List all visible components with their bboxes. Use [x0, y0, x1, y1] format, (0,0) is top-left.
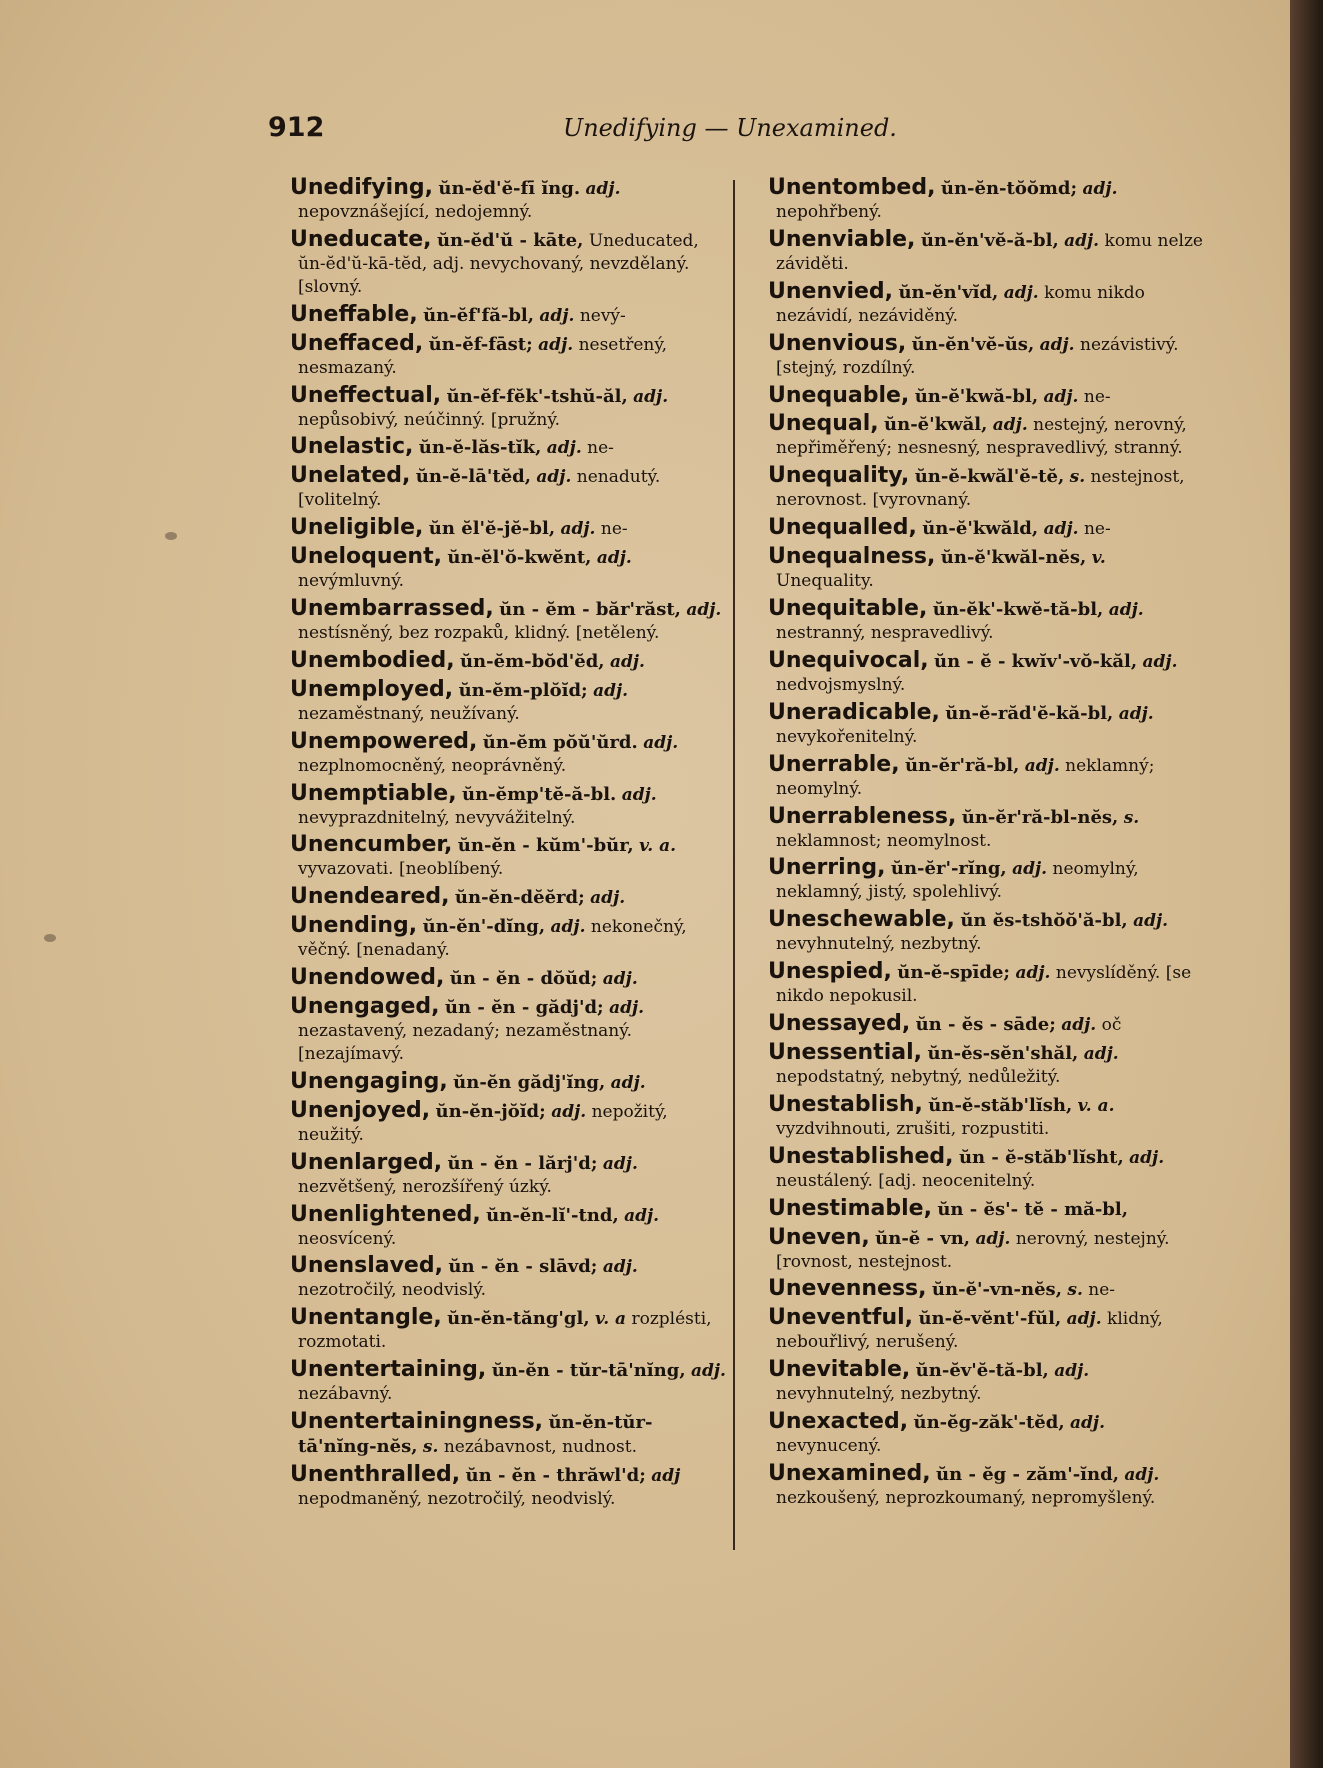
pronunciation: ŭn - ĕn - thrăwl'd;	[465, 1465, 646, 1487]
part-of-speech: adj.	[1043, 519, 1079, 540]
definition: Uneducated, ŭn-ĕd'ŭ-kā-tĕd, adj. nevychovaný, nevzdělaný. [slovný.	[298, 230, 699, 297]
headword: Unenlarged,	[290, 1149, 443, 1175]
dictionary-entry	[262, 545, 729, 593]
headword: Uneligible,	[290, 515, 424, 541]
part-of-speech: adj.	[624, 1205, 660, 1226]
pronunciation: ŭn-ĕg-zăk'-tĕd,	[913, 1412, 1065, 1434]
part-of-speech: adj.	[1133, 911, 1169, 932]
pronunciation: ŭn-ĕ-lā'tĕd,	[415, 466, 531, 488]
headword: Unestimable,	[768, 1195, 932, 1221]
definition: nepožitý, neužitý.	[298, 1101, 668, 1145]
part-of-speech: s.	[422, 1437, 439, 1458]
headword: Uneducate,	[290, 226, 432, 252]
definition: nezastavený, nezadaný; nezaměstnaný. [nezajímavý.	[298, 1021, 632, 1065]
headword: Unessential,	[768, 1040, 923, 1066]
definition: komu nelze záviděti.	[776, 230, 1203, 274]
headword: Uneffable,	[290, 301, 418, 327]
dictionary-entry	[740, 1197, 1208, 1222]
headword: Unequalness,	[768, 544, 936, 570]
headword: Unenthralled,	[290, 1462, 461, 1488]
definition: neustálený. [adj. neocenitelný.	[776, 1170, 1036, 1191]
right-column	[740, 176, 1208, 1514]
part-of-speech: s.	[1067, 1280, 1083, 1301]
definition: neklamnost; neomylnost.	[776, 830, 992, 851]
dictionary-entry	[740, 1041, 1208, 1089]
definition: nevyhnutelný, nezbytný.	[776, 1384, 982, 1405]
headword: Uneventful,	[768, 1305, 914, 1331]
pronunciation: ŭn-ĕn'vĕ-ŭs,	[911, 333, 1035, 355]
dictionary-entry	[740, 228, 1208, 276]
headword: Unespied,	[768, 959, 892, 985]
part-of-speech: adj.	[610, 1072, 646, 1093]
pronunciation: ŭn - ĕn - lărj'd;	[447, 1152, 598, 1174]
headword: Unenvious,	[768, 330, 907, 356]
pronunciation: ŭn-ĕf'fă-bl,	[423, 304, 535, 326]
part-of-speech: adj	[651, 1466, 681, 1487]
definition: nekonečný, věčný. [nenadaný.	[298, 917, 687, 961]
headword: Unelated,	[290, 463, 411, 489]
dictionary-entry	[262, 1070, 729, 1095]
dictionary-entry	[740, 1410, 1208, 1458]
headword: Unestablished,	[768, 1143, 954, 1169]
pronunciation: ŭn - ĕg - zăm'-ĭnd,	[936, 1464, 1119, 1486]
part-of-speech: v. a.	[1077, 1095, 1115, 1116]
dictionary-entry	[740, 856, 1208, 904]
dictionary-entry	[262, 885, 729, 910]
pronunciation: ŭn-ĕn-dĕĕrd;	[454, 887, 585, 909]
pronunciation: ŭn - ĕ - kwĭv'-vŏ-kăl,	[934, 650, 1138, 672]
pronunciation: ŭn-ĕn-tŏŏmd;	[940, 178, 1078, 199]
dictionary-entry	[262, 1151, 729, 1199]
definition: vyvazovati. [neoblíbený.	[298, 859, 504, 880]
headword: Unexacted,	[768, 1409, 909, 1435]
dictionary-entry	[740, 384, 1208, 409]
part-of-speech: adj.	[1108, 600, 1144, 621]
definition: nezábavný.	[298, 1384, 393, 1405]
part-of-speech: adj.	[1064, 230, 1100, 251]
headword: Uneffectual,	[290, 382, 442, 408]
pronunciation: ŭn-ĕn-tăng'gl,	[447, 1308, 590, 1330]
left-column	[262, 176, 729, 1515]
part-of-speech: adj.	[992, 415, 1028, 436]
part-of-speech: adj.	[602, 1153, 638, 1174]
headword: Unengaged,	[290, 994, 440, 1020]
pronunciation: ŭn-ĕmp'tĕ-ă-bl.	[462, 783, 617, 805]
part-of-speech: v.	[1091, 548, 1106, 569]
part-of-speech: adj.	[1054, 1361, 1090, 1382]
dictionary-entry	[262, 597, 729, 645]
pronunciation: ŭn-ĕk'-kwĕ-tă-bl,	[932, 599, 1104, 621]
headword: Unerrableness,	[768, 803, 957, 829]
dictionary-entry	[740, 1145, 1208, 1193]
headword: Unengaging,	[290, 1068, 448, 1094]
pronunciation: ŭn-ĕn-jŏĭd;	[435, 1100, 546, 1122]
part-of-speech: adj.	[546, 438, 582, 459]
dictionary-entry	[740, 1012, 1208, 1037]
pronunciation: ŭn - ĕn - slāvd;	[448, 1256, 598, 1278]
pronunciation: ŭn-ĕr'ră-bl,	[904, 754, 1020, 776]
pronunciation: ŭn-ĕ-spīde;	[897, 962, 1011, 984]
headword: Unequable,	[768, 382, 910, 408]
headword: Unentangle,	[290, 1305, 442, 1331]
pronunciation: ŭn-ĕ'-vn-nĕs,	[931, 1279, 1062, 1301]
part-of-speech: adj.	[1012, 859, 1048, 880]
definition: nerovný, nestejný. [rovnost, nestejnost.	[776, 1228, 1170, 1272]
pronunciation: ŭn - ĕ-stăb'lĭsht,	[958, 1146, 1124, 1168]
running-head: Unedifying — Unexamined.	[563, 114, 897, 142]
headword: Unembodied,	[290, 647, 455, 673]
pronunciation: ŭn-ĕs-sĕn'shăl,	[927, 1043, 1079, 1065]
definition: nestejnost, nerovnost. [vyrovnaný.	[776, 467, 1185, 511]
part-of-speech: adj.	[1039, 334, 1075, 355]
headword: Unequitable,	[768, 596, 928, 622]
pronunciation: ŭn - ĕn - gădj'd;	[444, 997, 604, 1019]
headword: Unedifying,	[290, 175, 433, 200]
dictionary-entry	[262, 1099, 729, 1147]
part-of-speech: adj.	[609, 998, 645, 1019]
pronunciation: ŭn-ĕn'-dĭng,	[422, 916, 546, 938]
pronunciation: ŭn ĕs-tshŏŏ'ă-bl,	[960, 910, 1128, 932]
column-divider	[733, 180, 735, 1550]
pronunciation: ŭn-ĕ-răd'ĕ-kă-bl,	[945, 702, 1114, 724]
definition: nepůsobivý, neúčinný. [pružný.	[298, 409, 561, 430]
headword: Uneradicable,	[768, 699, 940, 725]
part-of-speech: adj.	[551, 1101, 587, 1122]
part-of-speech: adj.	[1070, 1413, 1105, 1434]
dictionary-entry	[262, 332, 729, 380]
definition: nezaměstnaný, neužívaný.	[298, 703, 520, 724]
definition: nezábavnost, nudnost.	[443, 1437, 638, 1458]
part-of-speech: adj.	[550, 917, 586, 938]
definition: nezvětšený, nerozšířený úzký.	[298, 1176, 552, 1197]
pronunciation: ŭn-ĕm pŏŭ'ŭrd.	[482, 731, 638, 753]
dictionary-entry	[740, 464, 1208, 512]
page-number: 912	[268, 112, 325, 143]
dictionary-entry	[740, 516, 1208, 541]
part-of-speech: adj.	[536, 467, 572, 488]
definition: oč	[1101, 1015, 1122, 1036]
definition: komu nikdo nezávidí, nezáviděný.	[776, 282, 1145, 326]
part-of-speech: adj.	[539, 305, 575, 326]
part-of-speech: adj.	[1142, 651, 1178, 672]
pronunciation: ŭn-ĕn - tŭr-tā'nĭng,	[491, 1360, 686, 1382]
dictionary-entry	[740, 701, 1208, 749]
part-of-speech: adj.	[1066, 1309, 1102, 1330]
definition: nevýmluvný.	[298, 571, 405, 592]
definition: nepohřbený.	[776, 202, 882, 222]
headword: Unendeared,	[290, 884, 450, 910]
definition: nepodmaněný, nezotročilý, neodvislý.	[298, 1489, 616, 1510]
definition: nevyslíděný. [se nikdo nepokusil.	[776, 963, 1192, 1007]
part-of-speech: adj.	[596, 548, 632, 569]
definition: nezplnomocněný, neoprávněný.	[298, 755, 567, 776]
dictionary-entry	[740, 753, 1208, 801]
dictionary-entry	[740, 1462, 1208, 1510]
dictionary-entry	[262, 176, 729, 224]
headword: Unequal,	[768, 411, 879, 437]
definition: nezávistivý. [stejný, rozdílný.	[776, 334, 1179, 378]
dictionary-entry	[740, 1226, 1208, 1274]
pronunciation: ŭn ĕl'ĕ-jĕ-bl,	[428, 518, 556, 540]
dictionary-entry	[740, 332, 1208, 380]
headword: Unequalled,	[768, 515, 917, 541]
definition: ne-	[1083, 386, 1111, 407]
headword: Unelastic,	[290, 434, 414, 460]
part-of-speech: adj.	[686, 600, 722, 621]
part-of-speech: adj.	[691, 1361, 726, 1382]
dictionary-entry	[740, 649, 1208, 697]
headword: Uneffaced,	[290, 330, 424, 356]
headword: Uneschewable,	[768, 907, 955, 933]
headword: Unevenness,	[768, 1276, 927, 1302]
headword: Unerring,	[768, 855, 886, 881]
headword: Unemptiable,	[290, 780, 457, 806]
definition: nevykořenitelný.	[776, 726, 918, 747]
headword: Unentombed,	[768, 175, 936, 200]
part-of-speech: adj.	[538, 334, 574, 355]
part-of-speech: adj.	[593, 680, 629, 701]
headword: Unequivocal,	[768, 647, 929, 673]
headword: Unentertaining,	[290, 1357, 487, 1383]
dictionary-entry	[740, 908, 1208, 956]
definition: nevyhnutelný, nezbytný.	[776, 934, 982, 955]
dictionary-entry	[740, 960, 1208, 1008]
definition: ne-	[1083, 519, 1111, 540]
part-of-speech: adj.	[1083, 1044, 1119, 1065]
pronunciation: ŭn-ĕd'ĕ-fī ĭng.	[438, 178, 581, 199]
definition: neklamný; neomylný.	[776, 755, 1155, 799]
part-of-speech: adj.	[609, 651, 645, 672]
part-of-speech: s.	[1069, 467, 1086, 488]
headword: Unending,	[290, 913, 418, 939]
dictionary-entry	[740, 1093, 1208, 1141]
dictionary-entry	[262, 833, 729, 881]
definition: nestísněný, bez rozpaků, klidný. [netělený.	[298, 623, 660, 644]
pronunciation: ŭn-ĕ - vn,	[875, 1227, 971, 1249]
part-of-speech: adj.	[1003, 282, 1039, 303]
pronunciation: ŭn-ĕm-plŏĭd;	[458, 679, 588, 701]
part-of-speech: adj.	[1129, 1147, 1165, 1168]
pronunciation: ŭn-ĕf-fāst;	[428, 333, 533, 355]
headword: Unendowed,	[290, 965, 445, 991]
ink-blot	[165, 532, 177, 540]
dictionary-entry	[740, 1358, 1208, 1406]
pronunciation: ŭn-ĕ-lăs-tĭk,	[418, 437, 542, 459]
dictionary-entry	[740, 1277, 1208, 1302]
pronunciation: ŭn - ĕm - băr'răst,	[499, 599, 681, 621]
pronunciation: ŭn - ĕn - dŏŭd;	[449, 968, 598, 990]
pronunciation: ŭn-ĕd'ŭ - kāte,	[436, 229, 584, 251]
definition: nenadutý. [volitelný.	[298, 467, 661, 511]
dictionary-entry	[262, 384, 729, 432]
pronunciation: ŭn-ĕf-fĕk'-tshŭ-ăl,	[446, 385, 628, 407]
pronunciation: ŭn-ĕ'kwă-bl,	[914, 385, 1039, 407]
definition: neomylný, neklamný, jistý, spolehlivý.	[776, 859, 1139, 903]
headword: Unempowered,	[290, 728, 478, 754]
definition: Unequality.	[776, 571, 874, 592]
dictionary-entry	[262, 516, 729, 541]
dictionary-entry	[262, 782, 729, 830]
definition: ne-	[1088, 1280, 1116, 1301]
headword: Unembarrassed,	[290, 596, 494, 622]
headword: Unentertainingness,	[290, 1409, 544, 1435]
headword: Unevitable,	[768, 1357, 911, 1383]
book-spine	[1290, 0, 1323, 1768]
definition: nepodstatný, nebytný, nedůležitý.	[776, 1067, 1061, 1088]
headword: Unessayed,	[768, 1011, 911, 1037]
definition: klidný, nebouřlivý, nerušený.	[776, 1309, 1163, 1353]
part-of-speech: v. a.	[639, 836, 677, 857]
part-of-speech: adj.	[975, 1228, 1011, 1249]
pronunciation: ŭn-ĕn-tŭr-tā'nĭng-nĕs,	[298, 1412, 653, 1458]
headword: Unestablish,	[768, 1091, 923, 1117]
part-of-speech: adj.	[1015, 963, 1051, 984]
part-of-speech: adj.	[1024, 755, 1060, 776]
definition: nestranný, nespravedlivý.	[776, 623, 994, 644]
pronunciation: ŭn-ĕn gădj'ĭng,	[453, 1071, 606, 1093]
part-of-speech: s.	[1123, 807, 1140, 828]
dictionary-entry	[262, 1306, 729, 1354]
part-of-speech: adj.	[560, 519, 596, 540]
dictionary-entry	[740, 280, 1208, 328]
pronunciation: ŭn-ĕ'kwăl-nĕs,	[940, 547, 1087, 569]
headword: Unenvied,	[768, 278, 894, 304]
definition: nevynucený.	[776, 1436, 882, 1457]
definition: nezkoušený, neprozkoumaný, nepromyšlený.	[776, 1488, 1156, 1509]
part-of-speech: adj.	[633, 386, 669, 407]
part-of-speech: adj.	[602, 1257, 638, 1278]
dictionary-entry	[740, 1306, 1208, 1354]
headword: Uneven,	[768, 1224, 870, 1250]
dictionary-entry	[262, 995, 729, 1066]
part-of-speech: adj.	[643, 732, 679, 753]
dictionary-entry	[262, 730, 729, 778]
pronunciation: ŭn-ĕ-kwăl'ĕ-tĕ,	[914, 466, 1065, 488]
definition: nedvojsmyslný.	[776, 674, 906, 695]
headword: Unenlightened,	[290, 1201, 481, 1227]
pronunciation: ŭn-ĕ-stăb'lĭsh,	[928, 1094, 1073, 1116]
definition: neosvícený.	[298, 1228, 397, 1249]
definition: ne-	[600, 519, 628, 540]
headword: Unerrable,	[768, 751, 900, 777]
part-of-speech: v. a	[595, 1309, 627, 1330]
dictionary-entry	[262, 914, 729, 962]
definition: nevý-	[579, 305, 626, 326]
pronunciation: ŭn - ĕs'- tĕ - mă-bl,	[937, 1198, 1128, 1220]
pronunciation: ŭn-ĕ'kwăl,	[884, 414, 988, 436]
part-of-speech: adj.	[1082, 179, 1118, 199]
dictionary-entry	[262, 966, 729, 991]
definition: nesetřený, nesmazaný.	[298, 334, 668, 378]
headword: Unemployed,	[290, 676, 454, 702]
headword: Unenjoyed,	[290, 1097, 431, 1123]
part-of-speech: adj.	[585, 179, 621, 199]
dictionary-entry	[740, 412, 1208, 460]
headword: Uneloquent,	[290, 544, 442, 570]
pronunciation: ŭn-ĕl'ŏ-kwĕnt,	[447, 547, 592, 569]
headword: Unequality,	[768, 463, 910, 489]
page-header	[268, 112, 1188, 152]
pronunciation: ŭn-ĕr'ră-bl-nĕs,	[961, 806, 1119, 828]
pronunciation: ŭn-ĕ'kwăld,	[922, 518, 1039, 540]
dictionary-entry	[740, 176, 1208, 224]
dictionary-entry	[740, 597, 1208, 645]
part-of-speech: adj.	[1043, 386, 1079, 407]
definition: ne-	[587, 438, 614, 459]
dictionary-entry	[262, 435, 729, 460]
dictionary-entry	[262, 1203, 729, 1251]
ink-blot	[44, 934, 56, 942]
dictionary-entry	[262, 1410, 729, 1459]
pronunciation: ŭn-ĕn - kŭm'-bŭr,	[457, 835, 634, 857]
headword: Unexamined,	[768, 1461, 931, 1487]
part-of-speech: adj.	[1118, 703, 1154, 724]
part-of-speech: adj.	[602, 969, 638, 990]
definition: nepovznášející, nedojemný.	[298, 202, 533, 222]
part-of-speech: adj.	[590, 888, 626, 909]
pronunciation: ŭn-ĕm-bŏd'ĕd,	[459, 650, 605, 672]
dictionary-entry	[262, 464, 729, 512]
headword: Unencumber,	[290, 832, 453, 858]
dictionary-entry	[262, 649, 729, 674]
dictionary-entry	[740, 805, 1208, 853]
pronunciation: ŭn-ĕn-lĭ'-tnd,	[486, 1204, 619, 1226]
pronunciation: ŭn-ĕ-vĕnt'-fŭl,	[918, 1308, 1062, 1330]
definition: nezotročilý, neodvislý.	[298, 1280, 487, 1301]
definition: vyzdvihnouti, zrušiti, rozpustiti.	[776, 1118, 1050, 1139]
pronunciation: ŭn-ĕn'vĕ-ă-bl,	[920, 229, 1059, 251]
part-of-speech: adj.	[1061, 1015, 1097, 1036]
dictionary-entry	[262, 1358, 729, 1406]
dictionary-entry	[262, 1254, 729, 1302]
definition: rozplésti, rozmotati.	[298, 1309, 712, 1353]
headword: Unenviable,	[768, 226, 916, 252]
pronunciation: ŭn-ĕv'ĕ-tă-bl,	[915, 1360, 1049, 1382]
definition: nestejný, nerovný, nepřiměřený; nesnesný, nespravedlivý, stranný.	[776, 415, 1187, 459]
dictionary-entry	[262, 228, 729, 299]
pronunciation: ŭn - ĕs - sāde;	[915, 1014, 1056, 1036]
dictionary-entry	[262, 303, 729, 328]
headword: Unenslaved,	[290, 1253, 443, 1279]
part-of-speech: adj.	[1124, 1465, 1160, 1486]
definition: nevyprazdnitelný, nevyvážitelný.	[298, 807, 576, 828]
pronunciation: ŭn-ĕn'vĭd,	[898, 281, 999, 303]
pronunciation: ŭn-ĕr'-rĭng,	[890, 858, 1007, 880]
dictionary-entry	[262, 1463, 729, 1511]
dictionary-entry	[262, 678, 729, 726]
dictionary-entry	[740, 545, 1208, 593]
part-of-speech: adj.	[621, 784, 657, 805]
